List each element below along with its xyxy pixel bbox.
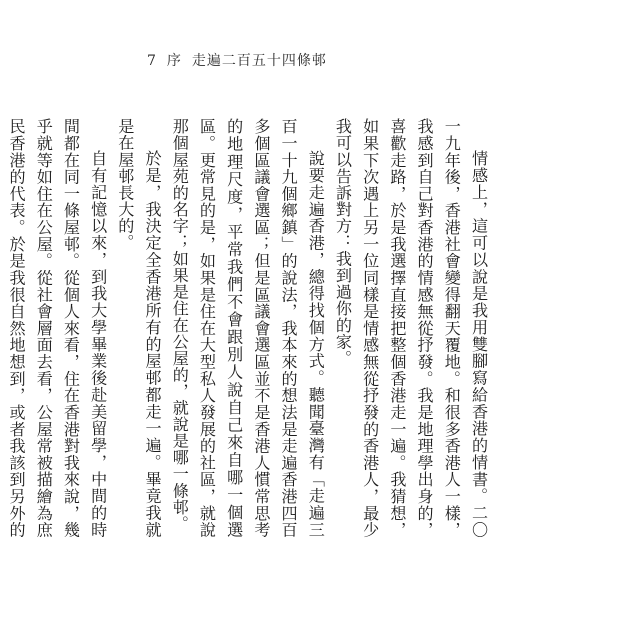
paragraph: 自有記憶以來，到我大學畢業後赴美留學，中間的時間都在同一條屋邨。從個人來看，住在香港對我來說，幾乎就等如住在公屋。從社會層面去看，公屋常被描繪為庶民香港的代表。於是我很自然地想到，或者我該到另外的	[6, 118, 108, 538]
section-label: 序	[166, 53, 182, 69]
body-text	[0, 118, 492, 538]
chapter-title: 走遍二百五十四條邨	[191, 53, 327, 69]
page-number: 7	[147, 53, 157, 69]
paragraph: 情感上，這可以說是我用雙腳寫給香港的情書。二〇一九年後，香港社會變得翻天覆地。和很多香港人一樣，我感到自己對香港的情感無從抒發。我是地理學出身的，喜歡走路，於是我選擇直接把整個香港走一遍。我猜想，如果下次遇上另一位同樣是情感無從抒發的香港人，最少我可以告訴對方：我到過你的家。	[332, 118, 488, 538]
paragraph: 說要走遍香港，總得找個方式。聽聞臺灣有「走遍三百一十九個鄉鎮」的說法，我本來的想法是走遍香港四百多個區議會選區；但是區議會選區並不是香港人慣常思考的地理尺度，平常我們不會跟別人說自己來自哪一個選區。更常見的是，如果是住在大型私人發展的社區，就說那個屋苑的名字；如果是住在公屋的，就說是哪一條邨。	[169, 118, 325, 538]
running-header	[147, 50, 327, 70]
paragraph: 於是，我決定全香港所有的屋邨都走一遍。畢竟我就是在屋邨長大的。	[115, 118, 162, 538]
